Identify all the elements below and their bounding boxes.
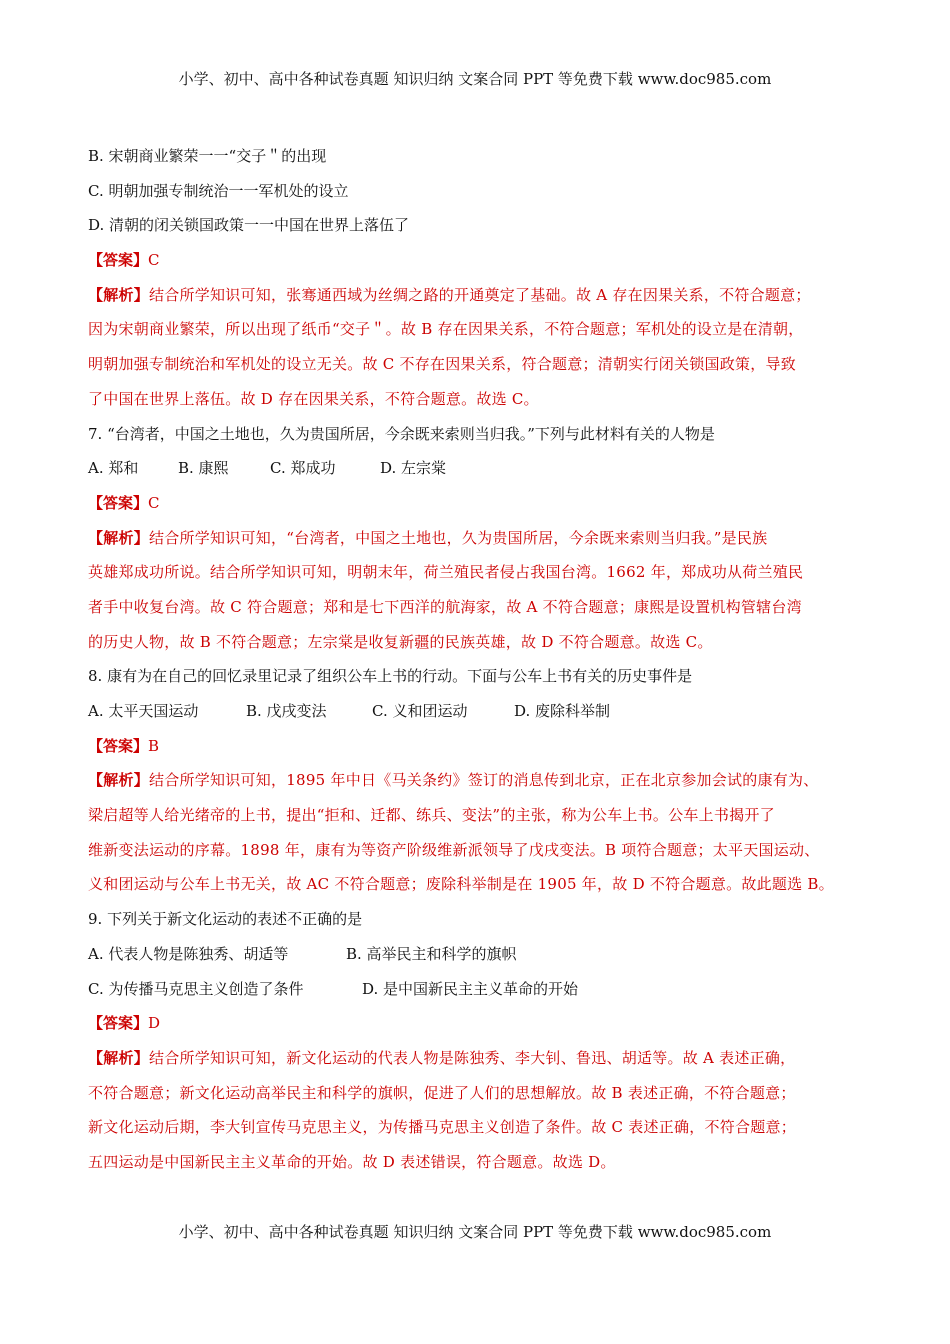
- answer-label: 【答案】: [88, 1014, 149, 1033]
- q8-answer-value: B: [148, 736, 160, 755]
- q7-analysis-line-4: 的历史人物，故 B 不符合题意；左宗棠是收复新疆的民族英雄，故 D 不符合题意。故选 C。: [88, 632, 713, 651]
- q6-option-d: D. 清朝的闭关锁国政策一一中国在世界上落伍了: [88, 216, 410, 235]
- q7-options: [88, 457, 868, 479]
- q7-stem: 7. “台湾者，中国之土地也，久为贵国所居，今余既来索则当归我。”下列与此材料有关的人物是: [88, 424, 715, 443]
- q9-options-row-1: [88, 943, 868, 965]
- q6-analysis-line-4: 了中国在世界上落伍。故 D 存在因果关系，不符合题意。故选 C。: [88, 389, 539, 408]
- q6-analysis-line-2: 因为宋朝商业繁荣，所以出现了纸币“交子＂。故 B 存在因果关系，不符合题意；军机处的设立是在清朝，: [88, 320, 804, 339]
- q8-analysis-line-3: 维新变法运动的序幕。1898 年，康有为等资产阶级维新派领导了戊戌变法。B 项符合题意；太平天国运动、: [88, 840, 820, 859]
- q9-analysis-line-1: [88, 1047, 868, 1069]
- q6-option-c: C. 明朝加强专制统治一一军机处的设立: [88, 181, 349, 200]
- q6-answer-value: C: [148, 251, 160, 270]
- q7-analysis-line-1: [88, 527, 868, 549]
- q6-analysis-line-1: [88, 284, 868, 306]
- q8-analysis-text: 结合所学知识可知，1895 年中日《马关条约》签订的消息传到北京，正在北京参加会试的康有为、: [149, 771, 819, 790]
- q6-option-b: B. 宋朝商业繁荣一一“交子＂的出现: [88, 147, 327, 165]
- q9-option-a: A. 代表人物是陈独秀、胡适等: [88, 944, 289, 963]
- q9-options-row-2: [88, 978, 868, 1000]
- q8-answer: [88, 735, 868, 757]
- q9-option-b: B. 高举民主和科学的旗帜: [346, 944, 517, 963]
- q9-analysis-text: 结合所学知识可知，新文化运动的代表人物是陈独秀、李大钊、鲁迅、胡适等。故 A 表述正确，: [149, 1048, 796, 1067]
- q8-option-d: D. 废除科举制: [514, 702, 611, 720]
- q7-answer-value: C: [148, 493, 160, 512]
- page-header-banner: 小学、初中、高中各种试卷真题 知识归纳 文案合同 PPT 等免费下载 www.doc985.com: [178, 70, 772, 88]
- q9-stem: 9. 下列关于新文化运动的表述不正确的是: [88, 910, 363, 929]
- q9-analysis-line-2: 不符合题意；新文化运动高举民主和科学的旗帜，促进了人们的思想解放。故 B 表述正确，不符合题意；: [88, 1083, 796, 1102]
- q9-analysis-line-3: 新文化运动后期，李大钊宣传马克思主义，为传播马克思主义创造了条件。故 C 表述正确，不符合题意；: [88, 1118, 797, 1137]
- q8-stem: 8. 康有为在自己的回忆录里记录了组织公车上书的行动。下面与公车上书有关的历史事件是: [88, 667, 693, 686]
- answer-label: 【答案】: [88, 736, 149, 755]
- q9-option-d: D. 是中国新民主主义革命的开始: [362, 979, 579, 998]
- answer-label: 【答案】: [88, 493, 149, 512]
- q8-analysis-line-1: [88, 769, 868, 791]
- q9-answer: [88, 1012, 868, 1034]
- page-footer-banner: 小学、初中、高中各种试卷真题 知识归纳 文案合同 PPT 等免费下载 www.doc985.com: [178, 1223, 772, 1241]
- analysis-label: 【解析】: [88, 528, 150, 547]
- q8-option-c: C. 义和团运动: [372, 702, 468, 720]
- q7-option-a: A. 郑和: [88, 459, 139, 478]
- analysis-label: 【解析】: [88, 771, 150, 790]
- analysis-label: 【解析】: [88, 1048, 150, 1067]
- q7-analysis-line-2: 英雄郑成功所说。结合所学知识可知，明朝末年，荷兰殖民者侵占我国台湾。1662 年，郑成功从荷兰殖民: [88, 563, 804, 582]
- analysis-label: 【解析】: [88, 285, 150, 304]
- q6-analysis-text: 结合所学知识可知，张骞通西域为丝绸之路的开通奠定了基础。故 A 存在因果关系，不符合题意；: [149, 285, 811, 304]
- q7-option-c: C. 郑成功: [270, 459, 336, 478]
- q8-analysis-line-2: 梁启超等人给光绪帝的上书，提出“拒和、迁都、练兵、变法”的主张，称为公车上书。公车上书揭开了: [88, 806, 775, 825]
- q6-analysis-line-3: 明朝加强专制统治和军机处的设立无关。故 C 不存在因果关系，符合题意；清朝实行闭关锁国政策，导致: [88, 355, 797, 374]
- q8-option-b: B. 戊戌变法: [246, 702, 327, 720]
- document-body: [88, 145, 868, 1186]
- q7-answer: [88, 492, 868, 514]
- q7-analysis-line-3: 者手中收复台湾。故 C 符合题意；郑和是七下西洋的航海家，故 A 不符合题意；康熙是设置机构管辖台湾: [88, 597, 802, 616]
- q7-option-b: B. 康熙: [178, 459, 229, 478]
- q7-option-d: D. 左宗棠: [380, 459, 447, 478]
- q9-option-c: C. 为传播马克思主义创造了条件: [88, 979, 304, 998]
- q8-option-a: A. 太平天国运动: [88, 702, 199, 720]
- q7-analysis-text: 结合所学知识可知，“台湾者，中国之土地也，久为贵国所居，今余既来索则当归我。”是民族: [149, 528, 768, 547]
- q6-answer: [88, 249, 868, 271]
- answer-label: 【答案】: [88, 251, 149, 270]
- q8-options: [88, 700, 868, 722]
- q8-analysis-line-4: 义和团运动与公车上书无关，故 AC 不符合题意；废除科举制是在 1905 年，故 D 不符合题意。故此题选 B。: [88, 875, 834, 894]
- q9-answer-value: D: [148, 1014, 161, 1033]
- q9-analysis-line-4: 五四运动是中国新民主主义革命的开始。故 D 表述错误，符合题意。故选 D。: [88, 1152, 616, 1171]
